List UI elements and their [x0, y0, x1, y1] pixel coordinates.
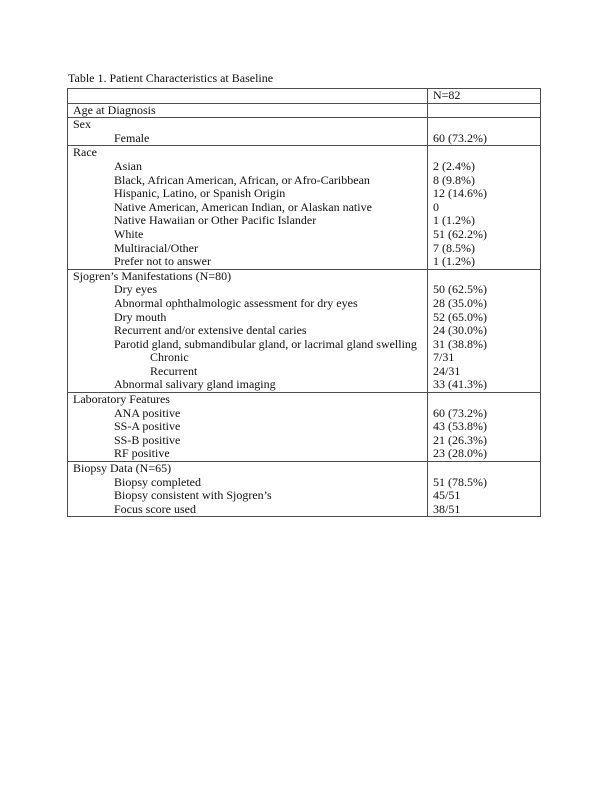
row-label: SS-A positive	[68, 420, 428, 434]
row-value: N=82	[433, 89, 461, 102]
table-row	[68, 160, 540, 174]
table-section-race	[68, 146, 540, 269]
row-value: 60 (73.2%)	[433, 406, 487, 420]
row-value: 50 (62.5%)	[433, 283, 487, 297]
table-row	[68, 132, 540, 146]
table-row	[68, 283, 540, 297]
table-row	[68, 214, 540, 228]
row-value: 51 (62.2%)	[433, 227, 487, 241]
row-value: 28 (35.0%)	[433, 296, 487, 310]
table-row	[68, 338, 540, 352]
table-section-sjogrens-manifestations	[68, 270, 540, 393]
row-label: Dry eyes	[68, 283, 428, 297]
row-label: Recurrent	[68, 365, 428, 379]
table-row	[68, 174, 540, 188]
table-row	[68, 118, 540, 132]
table-row	[68, 407, 540, 421]
row-label: Black, African American, African, or Afro-Caribbean	[68, 174, 428, 188]
row-value	[428, 104, 540, 118]
row-label: Asian	[68, 160, 428, 174]
row-value: 52 (65.0%)	[433, 310, 487, 324]
row-value: 60 (73.2%)	[433, 131, 487, 145]
row-label: Race	[68, 146, 428, 160]
table-section-biopsy-data	[68, 462, 540, 516]
baseline-table	[67, 88, 541, 517]
row-label: Laboratory Features	[68, 393, 428, 407]
row-label	[68, 89, 428, 103]
table-row	[68, 201, 540, 215]
row-value: 7/31	[433, 351, 455, 365]
row-value: 24 (30.0%)	[433, 324, 487, 338]
table-row	[68, 255, 540, 269]
row-label: Sjogren’s Manifestations (N=80)	[68, 270, 428, 284]
row-value: 12 (14.6%)	[433, 187, 487, 201]
table-row	[68, 187, 540, 201]
row-label: RF positive	[68, 447, 428, 461]
table-row	[68, 365, 540, 379]
row-value: 24/31	[433, 364, 461, 378]
row-value: 51 (78.5%)	[433, 475, 487, 489]
row-label: Parotid gland, submandibular gland, or lacrimal gland swelling	[68, 338, 428, 352]
row-value: 45/51	[433, 489, 461, 503]
row-value: 8 (9.8%)	[433, 173, 475, 187]
row-value: 1 (1.2%)	[433, 255, 475, 269]
row-label: Abnormal ophthalmologic assessment for dry eyes	[68, 297, 428, 311]
row-value	[428, 118, 540, 132]
row-value: 23 (28.0%)	[433, 447, 487, 461]
row-value: 0	[433, 200, 439, 214]
row-label: Chronic	[68, 351, 428, 365]
table-title: Table 1. Patient Characteristics at Baseline	[68, 71, 274, 85]
row-label: Dry mouth	[68, 311, 428, 325]
table-row	[68, 378, 540, 392]
table-row	[68, 297, 540, 311]
row-label: SS-B positive	[68, 434, 428, 448]
row-label: Biopsy completed	[68, 476, 428, 490]
row-value: 2 (2.4%)	[433, 159, 475, 173]
table-row	[68, 462, 540, 476]
table-row	[68, 242, 540, 256]
table-row	[68, 420, 540, 434]
row-label: Biopsy Data (N=65)	[68, 462, 428, 476]
row-value: 33 (41.3%)	[433, 378, 487, 392]
row-value	[428, 462, 540, 476]
row-label: Native Hawaiian or Other Pacific Islander	[68, 214, 428, 228]
row-value	[428, 393, 540, 407]
row-label: Native American, American Indian, or Alaskan native	[68, 201, 428, 215]
row-value	[428, 146, 540, 160]
row-label: White	[68, 228, 428, 242]
table-row	[68, 89, 540, 103]
row-value	[428, 270, 540, 284]
table-section-laboratory-features	[68, 393, 540, 462]
row-label: Biopsy consistent with Sjogren’s	[68, 489, 428, 503]
row-label: Abnormal salivary gland imaging	[68, 378, 428, 392]
row-label: Recurrent and/or extensive dental caries	[68, 324, 428, 338]
table-row	[68, 228, 540, 242]
table-row	[68, 503, 540, 517]
table-row	[68, 393, 540, 407]
row-label: Hispanic, Latino, or Spanish Origin	[68, 187, 428, 201]
table-row	[68, 351, 540, 365]
table-section-sex	[68, 118, 540, 146]
table-row	[68, 447, 540, 461]
row-label: Sex	[68, 118, 428, 132]
row-label: Multiracial/Other	[68, 242, 428, 256]
table-row	[68, 270, 540, 284]
table-section-age-at-diagnosis	[68, 104, 540, 119]
row-label: Focus score used	[68, 503, 428, 517]
row-value: 7 (8.5%)	[433, 241, 475, 255]
table-row	[68, 324, 540, 338]
row-value: 31 (38.8%)	[433, 337, 487, 351]
table-row	[68, 476, 540, 490]
table-row	[68, 104, 540, 118]
row-label: ANA positive	[68, 407, 428, 421]
row-value: 38/51	[433, 502, 461, 516]
table-section-header	[68, 89, 540, 104]
row-label: Prefer not to answer	[68, 255, 428, 269]
table-row	[68, 311, 540, 325]
table-row	[68, 434, 540, 448]
row-label: Age at Diagnosis	[68, 104, 428, 118]
row-value: 43 (53.8%)	[433, 420, 487, 434]
row-value: 21 (26.3%)	[433, 433, 487, 447]
row-value: 1 (1.2%)	[433, 214, 475, 228]
table-row	[68, 489, 540, 503]
table-row	[68, 146, 540, 160]
row-label: Female	[68, 132, 428, 146]
